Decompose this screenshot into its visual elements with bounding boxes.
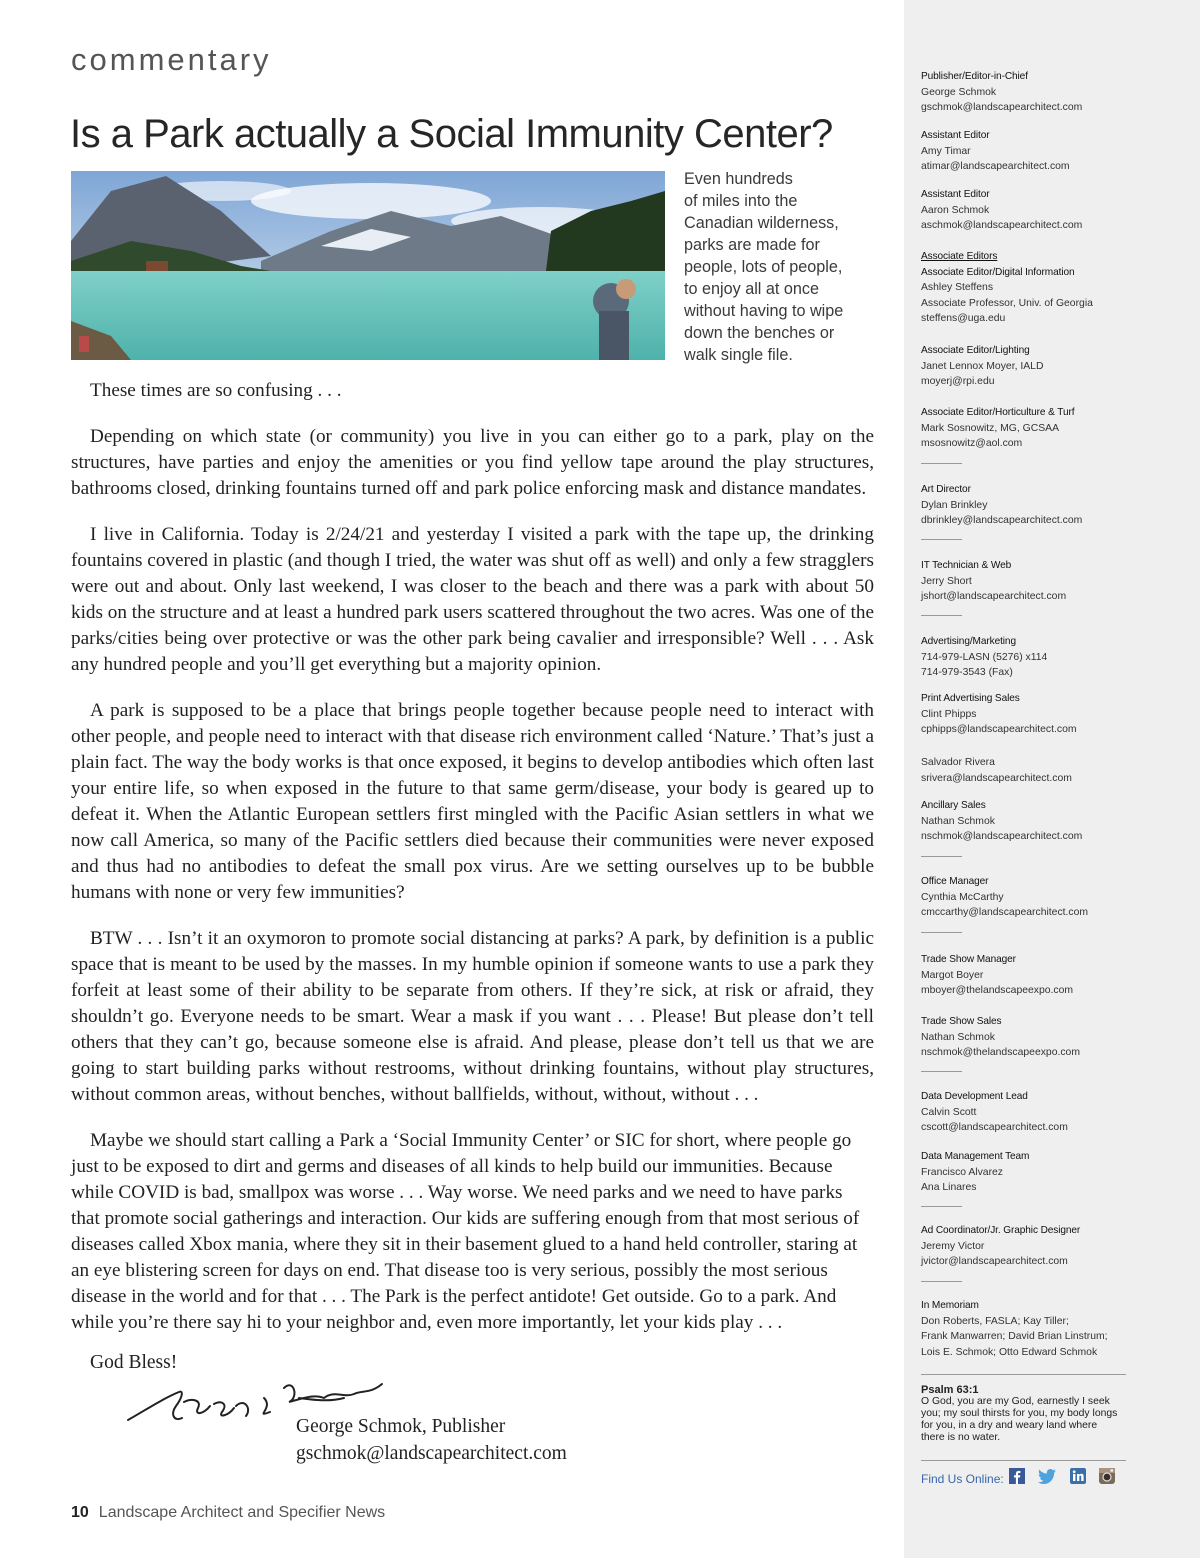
masthead-group bbox=[921, 1298, 1136, 1360]
psalm-text: O God, you are my God, earnestly I seek you; my soul thirsts for you, my body longs for you, in a dry and weary land where there is no water. bbox=[921, 1396, 1118, 1443]
masthead-name: Aaron Schmok bbox=[921, 204, 990, 216]
divider bbox=[921, 932, 962, 933]
publication-name: Landscape Architect and Specifier News bbox=[98, 1504, 386, 1521]
divider bbox=[921, 1281, 962, 1282]
masthead-name: Amy Timar bbox=[921, 145, 971, 157]
psalm-title: Psalm 63:1 bbox=[921, 1384, 979, 1396]
masthead-group bbox=[921, 798, 1136, 845]
masthead-email[interactable]: cscott@landscapearchitect.com bbox=[921, 1122, 1068, 1133]
masthead-role: Associate Editor/Horticulture & Turf bbox=[921, 407, 1075, 418]
masthead-role: Ancillary Sales bbox=[921, 800, 986, 811]
masthead-group bbox=[921, 249, 1136, 327]
caption-line: Canadian wilderness, bbox=[684, 214, 839, 232]
masthead-role: Ad Coordinator/Jr. Graphic Designer bbox=[921, 1225, 1081, 1236]
masthead-memoriam-line: Don Roberts, FASLA; Kay Tiller; bbox=[921, 1315, 1069, 1327]
caption-line: people, lots of people, bbox=[684, 258, 843, 276]
lake-photo bbox=[71, 171, 665, 360]
caption-line: to enjoy all at once bbox=[684, 280, 819, 298]
divider bbox=[921, 463, 962, 464]
masthead-name: Salvador Rivera bbox=[921, 757, 995, 768]
masthead-phone: 714-979-LASN (5276) x114 bbox=[921, 651, 1048, 663]
masthead-email[interactable]: mboyer@thelandscapeexpo.com bbox=[921, 985, 1074, 996]
facebook-icon[interactable] bbox=[1009, 1468, 1025, 1489]
caption-line: down the benches or bbox=[684, 324, 835, 342]
article-paragraph: These times are so confusing . . . bbox=[90, 380, 342, 401]
masthead-name: Nathan Schmok bbox=[921, 815, 995, 827]
masthead-name: Ashley Steffens bbox=[921, 282, 994, 293]
masthead-role: Trade Show Sales bbox=[921, 1016, 1002, 1027]
masthead-role: Office Manager bbox=[921, 876, 989, 887]
article-body bbox=[71, 378, 874, 1356]
masthead-email[interactable]: cphipps@landscapearchitect.com bbox=[921, 724, 1077, 735]
masthead-group bbox=[921, 1149, 1136, 1196]
masthead-role: IT Technician & Web bbox=[921, 560, 1012, 571]
signoff: God Bless! bbox=[90, 1352, 178, 1373]
masthead-role: Publisher/Editor-in-Chief bbox=[921, 71, 1028, 82]
masthead-role: Advertising/Marketing bbox=[921, 636, 1016, 647]
masthead-email[interactable]: dbrinkley@landscapearchitect.com bbox=[921, 515, 1083, 526]
masthead-group bbox=[921, 187, 1136, 234]
masthead-email[interactable]: jvictor@landscapearchitect.com bbox=[921, 1256, 1068, 1267]
masthead-group bbox=[921, 69, 1136, 116]
caption-line: parks are made for bbox=[684, 236, 820, 254]
masthead-role: Assistant Editor bbox=[921, 130, 990, 141]
masthead-role: Trade Show Manager bbox=[921, 954, 1016, 965]
masthead-name: Dylan Brinkley bbox=[921, 499, 988, 511]
masthead-role: Associate Editor/Digital Information bbox=[921, 266, 1075, 278]
psalm-block bbox=[921, 1384, 1121, 1444]
page-number: 10 bbox=[71, 1504, 89, 1521]
twitter-icon[interactable] bbox=[1038, 1469, 1056, 1489]
find-us-label: Find Us Online: bbox=[921, 1472, 1004, 1486]
masthead-email[interactable]: atimar@landscapearchitect.com bbox=[921, 161, 1070, 172]
masthead-name: Janet Lennox Moyer, IALD bbox=[921, 360, 1044, 372]
instagram-icon[interactable] bbox=[1099, 1468, 1115, 1489]
masthead-group bbox=[921, 1014, 1136, 1061]
masthead-email[interactable]: nschmok@landscapearchitect.com bbox=[921, 831, 1083, 842]
masthead-email[interactable]: gschmok@landscapearchitect.com bbox=[921, 102, 1083, 113]
masthead-name: Calvin Scott bbox=[921, 1106, 977, 1118]
masthead-role: Associate Editor/Lighting bbox=[921, 345, 1030, 356]
linkedin-icon[interactable] bbox=[1070, 1468, 1086, 1489]
masthead-heading: Associate Editors bbox=[921, 251, 998, 262]
masthead-name: Ana Linares bbox=[921, 1182, 977, 1193]
article-paragraph: I live in California. Today is 2/24/21 and yesterday I visited a park with the tape up, the drinking fountains covered in plastic (and though I tried, the water was shut off as well) and only a few stragglers were out and about. Only last weekend, I was closer to the beach and there was a park with about 50 kids on the structure and at least a hundred park users scattered throughout the two acres. Was one of the parks/cities being over protective or was the other park being cavalier and irresponsible? Well . . . Ask any hundred people and you’ll get everything but a majority opinion. bbox=[71, 524, 874, 675]
masthead-email[interactable]: nschmok@thelandscapeexpo.com bbox=[921, 1047, 1080, 1058]
divider bbox=[921, 539, 962, 540]
masthead-role: Print Advertising Sales bbox=[921, 693, 1020, 704]
masthead-name: Cynthia McCarthy bbox=[921, 891, 1004, 903]
masthead-email[interactable]: cmccarthy@landscapearchitect.com bbox=[921, 907, 1089, 918]
masthead-group bbox=[921, 343, 1136, 390]
article-paragraph: Maybe we should start calling a Park a ‘Social Immunity Center’ or SIC for short, where people go just to be exposed to dirt and germs and diseases of all kinds to help build our immunities. Because while COVID is bad, smallpox was worse . . . Way worse. We need parks and we need to have parks that promote social gatherings and interaction. Our kids are suffering enough from that most serious of diseases called Xbox mania, where they sit in their basement glued to a hand held controller, staring at an eye blistering screen for days on end. That disease too is very serious, possibly the most serious disease in the world and for that . . . The Park is the perfect antidote! Get outside. Go to a park. And while you’re there say hi to your neighbor and, even more importantly, let your kids play . . . bbox=[71, 1130, 860, 1333]
masthead-name: Francisco Alvarez bbox=[921, 1166, 1003, 1178]
divider bbox=[921, 856, 962, 857]
page-footer bbox=[71, 1504, 385, 1522]
masthead-role: Art Director bbox=[921, 484, 971, 495]
masthead-email[interactable]: aschmok@landscapearchitect.com bbox=[921, 220, 1083, 231]
masthead-name: Margot Boyer bbox=[921, 969, 984, 981]
masthead-role: Data Management Team bbox=[921, 1151, 1030, 1162]
masthead-group bbox=[921, 558, 1136, 605]
article-paragraph: BTW . . . Isn’t it an oxymoron to promote social distancing at parks? A park, by definition is a public space that is meant to be used by the masses. In my humble opinion if someone wants to use a park they forfeit at least some of their ability to be separate from others. If they’re sick, at risk or afraid, they shouldn’t go. Everyone needs to be smart. Wear a mask if you want . . . Please! But please don’t tell others that they can’t go, because someone else is afraid. And please, please don’t tell us that we are going to start building parks without restrooms, without drinking fountains, without play structures, without common areas, without benches, without ballfields, without, without, without . . . bbox=[71, 928, 874, 1105]
masthead-name: George Schmok bbox=[921, 86, 997, 98]
divider bbox=[921, 615, 962, 616]
masthead-name: Clint Phipps bbox=[921, 708, 977, 720]
masthead-memoriam-line: Lois E. Schmok; Otto Edward Schmok bbox=[921, 1346, 1098, 1358]
masthead-email[interactable]: jshort@landscapearchitect.com bbox=[921, 591, 1067, 602]
masthead-memoriam-line: Frank Manwarren; David Brian Linstrum; bbox=[921, 1331, 1108, 1342]
caption-line: of miles into the bbox=[684, 192, 798, 210]
masthead-group bbox=[921, 128, 1136, 175]
article-paragraph: A park is supposed to be a place that brings people together because people need to interact with other people, and people need to interact with that disease rich environment called ‘Nature.’ That’s just a plain fact. The way the body works is that once exposed, it begins to develop antibodies which often last your entire life, so when exposed in the future to that same germ/disease, your body is geared up to defeat it. When the Atlantic European settlers first mingled with the Pacific Asian settlers in what we now call America, so many of the Pacific settlers died because their communities were never exposed and thus had no antibodies to defeat the small pox virus. Are we setting ourselves up to be bubble humans with none or very few immunities? bbox=[71, 700, 874, 903]
headline: Is a Park actually a Social Immunity Center? bbox=[70, 112, 833, 156]
caption-line: walk single file. bbox=[684, 346, 793, 364]
divider bbox=[921, 1460, 1126, 1461]
caption-line: without having to wipe bbox=[684, 302, 844, 320]
masthead-affiliation: Associate Professor, Univ. of Georgia bbox=[921, 297, 1093, 309]
masthead-group bbox=[921, 952, 1136, 999]
section-label: commentary bbox=[71, 42, 272, 77]
masthead-email[interactable]: steffens@uga.edu bbox=[921, 313, 1006, 324]
divider bbox=[921, 1071, 962, 1072]
masthead-name: Nathan Schmok bbox=[921, 1031, 995, 1043]
masthead-email[interactable]: srivera@landscapearchitect.com bbox=[921, 772, 1072, 784]
masthead-name: Mark Sosnowitz, MG, GCSAA bbox=[921, 422, 1059, 434]
masthead-name: Jerry Short bbox=[921, 575, 972, 587]
masthead-name: Jeremy Victor bbox=[921, 1240, 985, 1252]
masthead-group bbox=[921, 405, 1136, 452]
author-block bbox=[296, 1413, 567, 1467]
masthead-group bbox=[921, 755, 1136, 786]
masthead-group bbox=[921, 1089, 1136, 1136]
author-email[interactable]: gschmok@landscapearchitect.com bbox=[296, 1443, 567, 1464]
masthead-group bbox=[921, 482, 1136, 529]
divider bbox=[921, 1374, 1126, 1375]
masthead-sidebar bbox=[904, 0, 1200, 1558]
masthead-role: Data Development Lead bbox=[921, 1091, 1028, 1102]
article-paragraph: Depending on which state (or community) you live in you can either go to a park, play on the structures, have parties and enjoy the amenities or you find yellow tape around the play structures, bathrooms closed, drinking fountains turned off and park police enforcing mask and distance mandates. bbox=[71, 426, 874, 499]
caption-line: Even hundreds bbox=[684, 170, 793, 188]
masthead-group bbox=[921, 1223, 1136, 1270]
masthead-email[interactable]: moyerj@rpi.edu bbox=[921, 376, 995, 387]
masthead-fax: 714-979-3543 (Fax) bbox=[921, 667, 1013, 678]
masthead-group bbox=[921, 874, 1136, 921]
masthead-group bbox=[921, 691, 1136, 738]
masthead-group bbox=[921, 634, 1136, 681]
divider bbox=[921, 1206, 962, 1207]
social-icons bbox=[1009, 1468, 1124, 1486]
photo-caption bbox=[684, 168, 874, 366]
author-name: George Schmok, Publisher bbox=[296, 1416, 506, 1437]
masthead-role: Assistant Editor bbox=[921, 189, 990, 200]
masthead-role: In Memoriam bbox=[921, 1300, 979, 1311]
masthead-email[interactable]: msosnowitz@aol.com bbox=[921, 438, 1023, 449]
